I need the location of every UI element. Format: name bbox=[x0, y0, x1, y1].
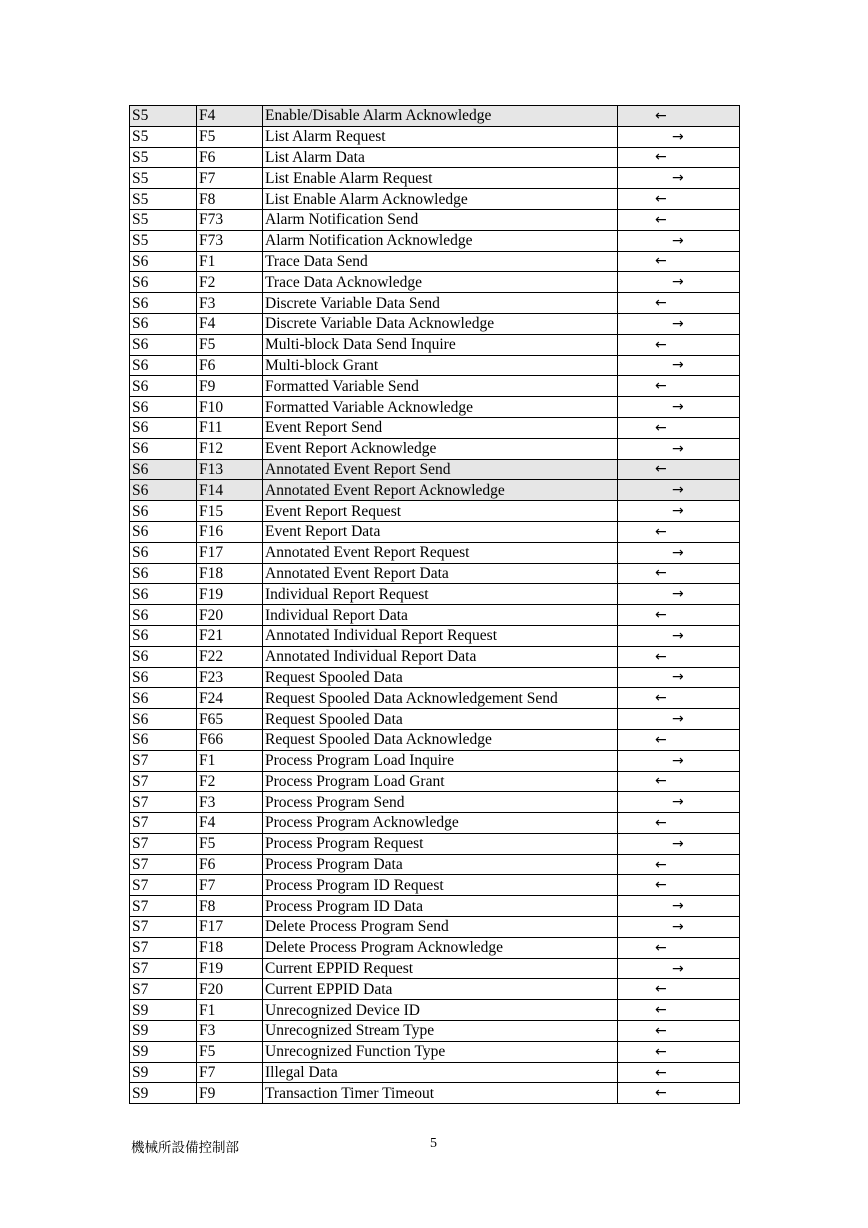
stream-cell: S6 bbox=[130, 438, 197, 459]
table-row bbox=[130, 1041, 740, 1062]
arrow-right-icon: → bbox=[672, 315, 684, 332]
arrow-left-icon: ← bbox=[655, 253, 667, 270]
table-row bbox=[130, 313, 740, 334]
stream-cell: S7 bbox=[130, 917, 197, 938]
function-cell: F21 bbox=[197, 625, 263, 646]
function-cell: F3 bbox=[197, 792, 263, 813]
function-cell: F1 bbox=[197, 251, 263, 272]
table-row bbox=[130, 168, 740, 189]
stream-cell: S6 bbox=[130, 313, 197, 334]
function-cell: F16 bbox=[197, 521, 263, 542]
direction-cell bbox=[618, 251, 740, 272]
message-name-cell: Request Spooled Data Acknowledge bbox=[263, 729, 618, 750]
message-name-cell: Trace Data Acknowledge bbox=[263, 272, 618, 293]
message-name-cell: Event Report Acknowledge bbox=[263, 438, 618, 459]
direction-cell bbox=[618, 1041, 740, 1062]
table-row bbox=[130, 792, 740, 813]
arrow-left-icon: ← bbox=[655, 191, 667, 208]
arrow-left-icon: ← bbox=[655, 1043, 667, 1060]
table-row bbox=[130, 646, 740, 667]
message-name-cell: Event Report Send bbox=[263, 417, 618, 438]
function-cell: F7 bbox=[197, 168, 263, 189]
table-body bbox=[130, 106, 740, 1104]
function-cell: F6 bbox=[197, 854, 263, 875]
stream-cell: S6 bbox=[130, 667, 197, 688]
direction-cell bbox=[618, 397, 740, 418]
message-name-cell: Current EPPID Request bbox=[263, 958, 618, 979]
stream-cell: S9 bbox=[130, 1041, 197, 1062]
stream-cell: S7 bbox=[130, 854, 197, 875]
function-cell: F65 bbox=[197, 709, 263, 730]
stream-cell: S6 bbox=[130, 376, 197, 397]
stream-cell: S9 bbox=[130, 1000, 197, 1021]
message-name-cell: Process Program Data bbox=[263, 854, 618, 875]
message-name-cell: Process Program Request bbox=[263, 833, 618, 854]
table-row bbox=[130, 937, 740, 958]
table-row bbox=[130, 563, 740, 584]
arrow-left-icon: ← bbox=[655, 1085, 667, 1102]
table-row bbox=[130, 584, 740, 605]
function-cell: F11 bbox=[197, 417, 263, 438]
message-name-cell: Annotated Event Report Acknowledge bbox=[263, 480, 618, 501]
table-row bbox=[130, 251, 740, 272]
arrow-right-icon: → bbox=[672, 232, 684, 249]
table-row bbox=[130, 542, 740, 563]
function-cell: F4 bbox=[197, 106, 263, 127]
direction-cell bbox=[618, 605, 740, 626]
direction-cell bbox=[618, 584, 740, 605]
arrow-left-icon: ← bbox=[655, 1064, 667, 1081]
function-cell: F13 bbox=[197, 459, 263, 480]
stream-cell: S7 bbox=[130, 896, 197, 917]
direction-cell bbox=[618, 459, 740, 480]
message-name-cell: Process Program Send bbox=[263, 792, 618, 813]
table-row bbox=[130, 813, 740, 834]
arrow-left-icon: ← bbox=[655, 523, 667, 540]
table-row bbox=[130, 709, 740, 730]
message-name-cell: Multi-block Grant bbox=[263, 355, 618, 376]
table-row bbox=[130, 771, 740, 792]
direction-cell bbox=[618, 750, 740, 771]
table-row bbox=[130, 417, 740, 438]
arrow-left-icon: ← bbox=[655, 981, 667, 998]
message-name-cell: Request Spooled Data bbox=[263, 667, 618, 688]
direction-cell bbox=[618, 771, 740, 792]
direction-cell bbox=[618, 729, 740, 750]
table-row bbox=[130, 106, 740, 127]
message-name-cell: Individual Report Request bbox=[263, 584, 618, 605]
table-row bbox=[130, 605, 740, 626]
arrow-left-icon: ← bbox=[655, 773, 667, 790]
table-row bbox=[130, 438, 740, 459]
message-name-cell: Multi-block Data Send Inquire bbox=[263, 334, 618, 355]
stream-cell: S6 bbox=[130, 521, 197, 542]
arrow-right-icon: → bbox=[672, 960, 684, 977]
direction-cell bbox=[618, 438, 740, 459]
table-row bbox=[130, 501, 740, 522]
stream-cell: S7 bbox=[130, 958, 197, 979]
arrow-right-icon: → bbox=[672, 128, 684, 145]
stream-cell: S5 bbox=[130, 230, 197, 251]
arrow-left-icon: ← bbox=[655, 419, 667, 436]
table-row bbox=[130, 293, 740, 314]
direction-cell bbox=[618, 709, 740, 730]
table-row bbox=[130, 209, 740, 230]
table-row bbox=[130, 376, 740, 397]
stream-cell: S6 bbox=[130, 355, 197, 376]
function-cell: F2 bbox=[197, 771, 263, 792]
message-name-cell: Delete Process Program Send bbox=[263, 917, 618, 938]
stream-cell: S7 bbox=[130, 771, 197, 792]
arrow-left-icon: ← bbox=[655, 149, 667, 166]
stream-cell: S7 bbox=[130, 750, 197, 771]
arrow-left-icon: ← bbox=[655, 1022, 667, 1039]
message-name-cell: Alarm Notification Acknowledge bbox=[263, 230, 618, 251]
message-name-cell: List Alarm Data bbox=[263, 147, 618, 168]
direction-cell bbox=[618, 417, 740, 438]
arrow-left-icon: ← bbox=[655, 1002, 667, 1019]
arrow-left-icon: ← bbox=[655, 378, 667, 395]
stream-cell: S6 bbox=[130, 542, 197, 563]
direction-cell bbox=[618, 334, 740, 355]
arrow-right-icon: → bbox=[672, 918, 684, 935]
table-row bbox=[130, 625, 740, 646]
arrow-right-icon: → bbox=[672, 399, 684, 416]
table-row bbox=[130, 833, 740, 854]
table-row bbox=[130, 1021, 740, 1042]
message-name-cell: Individual Report Data bbox=[263, 605, 618, 626]
table-row bbox=[130, 1083, 740, 1104]
stream-cell: S6 bbox=[130, 272, 197, 293]
stream-cell: S6 bbox=[130, 729, 197, 750]
message-name-cell: Annotated Event Report Send bbox=[263, 459, 618, 480]
message-name-cell: Alarm Notification Send bbox=[263, 209, 618, 230]
message-name-cell: Event Report Request bbox=[263, 501, 618, 522]
arrow-right-icon: → bbox=[672, 835, 684, 852]
arrow-left-icon: ← bbox=[655, 690, 667, 707]
message-name-cell: Annotated Individual Report Data bbox=[263, 646, 618, 667]
stream-cell: S9 bbox=[130, 1062, 197, 1083]
stream-cell: S5 bbox=[130, 126, 197, 147]
stream-cell: S6 bbox=[130, 563, 197, 584]
message-name-cell: Trace Data Send bbox=[263, 251, 618, 272]
table-row bbox=[130, 230, 740, 251]
table-row bbox=[130, 854, 740, 875]
function-cell: F15 bbox=[197, 501, 263, 522]
function-cell: F12 bbox=[197, 438, 263, 459]
direction-cell bbox=[618, 813, 740, 834]
message-name-cell: Process Program ID Data bbox=[263, 896, 618, 917]
direction-cell bbox=[618, 937, 740, 958]
table-row bbox=[130, 688, 740, 709]
arrow-left-icon: ← bbox=[655, 939, 667, 956]
direction-cell bbox=[618, 625, 740, 646]
function-cell: F5 bbox=[197, 334, 263, 355]
function-cell: F19 bbox=[197, 584, 263, 605]
message-name-cell: Illegal Data bbox=[263, 1062, 618, 1083]
direction-cell bbox=[618, 854, 740, 875]
table-row bbox=[130, 189, 740, 210]
table-row bbox=[130, 875, 740, 896]
function-cell: F3 bbox=[197, 1021, 263, 1042]
direction-cell bbox=[618, 875, 740, 896]
function-cell: F8 bbox=[197, 896, 263, 917]
direction-cell bbox=[618, 313, 740, 334]
function-cell: F10 bbox=[197, 397, 263, 418]
arrow-right-icon: → bbox=[672, 794, 684, 811]
function-cell: F7 bbox=[197, 875, 263, 896]
footer-department: 機械所設備控制部 bbox=[131, 1140, 239, 1156]
direction-cell bbox=[618, 792, 740, 813]
message-name-cell: Process Program Load Grant bbox=[263, 771, 618, 792]
page-number: 5 bbox=[430, 1136, 437, 1151]
table-row bbox=[130, 334, 740, 355]
direction-cell bbox=[618, 896, 740, 917]
direction-cell bbox=[618, 958, 740, 979]
arrow-right-icon: → bbox=[672, 544, 684, 561]
message-name-cell: Discrete Variable Data Send bbox=[263, 293, 618, 314]
stream-cell: S6 bbox=[130, 334, 197, 355]
function-cell: F22 bbox=[197, 646, 263, 667]
arrow-left-icon: ← bbox=[655, 107, 667, 124]
function-cell: F7 bbox=[197, 1062, 263, 1083]
message-name-cell: Annotated Event Report Data bbox=[263, 563, 618, 584]
stream-cell: S9 bbox=[130, 1021, 197, 1042]
arrow-right-icon: → bbox=[672, 503, 684, 520]
table-row bbox=[130, 521, 740, 542]
message-name-cell: Enable/Disable Alarm Acknowledge bbox=[263, 106, 618, 127]
direction-cell bbox=[618, 126, 740, 147]
function-cell: F3 bbox=[197, 293, 263, 314]
stream-cell: S9 bbox=[130, 1083, 197, 1104]
table-row bbox=[130, 667, 740, 688]
stream-cell: S5 bbox=[130, 209, 197, 230]
arrow-left-icon: ← bbox=[655, 648, 667, 665]
message-name-cell: Process Program Acknowledge bbox=[263, 813, 618, 834]
arrow-left-icon: ← bbox=[655, 856, 667, 873]
function-cell: F17 bbox=[197, 542, 263, 563]
direction-cell bbox=[618, 168, 740, 189]
message-name-cell: Process Program Load Inquire bbox=[263, 750, 618, 771]
direction-cell bbox=[618, 106, 740, 127]
direction-cell bbox=[618, 917, 740, 938]
stream-cell: S6 bbox=[130, 584, 197, 605]
function-cell: F73 bbox=[197, 230, 263, 251]
function-cell: F23 bbox=[197, 667, 263, 688]
table-row bbox=[130, 729, 740, 750]
message-name-cell: Current EPPID Data bbox=[263, 979, 618, 1000]
stream-cell: S5 bbox=[130, 106, 197, 127]
table-row bbox=[130, 1062, 740, 1083]
table-row bbox=[130, 958, 740, 979]
direction-cell bbox=[618, 501, 740, 522]
message-name-cell: Annotated Event Report Request bbox=[263, 542, 618, 563]
direction-cell bbox=[618, 272, 740, 293]
message-name-cell: Unrecognized Device ID bbox=[263, 1000, 618, 1021]
stream-cell: S6 bbox=[130, 251, 197, 272]
arrow-left-icon: ← bbox=[655, 877, 667, 894]
function-cell: F4 bbox=[197, 813, 263, 834]
function-cell: F20 bbox=[197, 979, 263, 1000]
function-cell: F24 bbox=[197, 688, 263, 709]
table-row bbox=[130, 459, 740, 480]
message-name-cell: Request Spooled Data bbox=[263, 709, 618, 730]
function-cell: F2 bbox=[197, 272, 263, 293]
stream-cell: S7 bbox=[130, 937, 197, 958]
direction-cell bbox=[618, 646, 740, 667]
table-row bbox=[130, 750, 740, 771]
function-cell: F4 bbox=[197, 313, 263, 334]
message-name-cell: List Enable Alarm Acknowledge bbox=[263, 189, 618, 210]
stream-cell: S6 bbox=[130, 688, 197, 709]
arrow-left-icon: ← bbox=[655, 211, 667, 228]
stream-cell: S7 bbox=[130, 813, 197, 834]
stream-cell: S6 bbox=[130, 709, 197, 730]
table-row bbox=[130, 397, 740, 418]
direction-cell bbox=[618, 688, 740, 709]
message-name-cell: Unrecognized Function Type bbox=[263, 1041, 618, 1062]
function-cell: F1 bbox=[197, 1000, 263, 1021]
direction-cell bbox=[618, 480, 740, 501]
arrow-right-icon: → bbox=[672, 752, 684, 769]
function-cell: F5 bbox=[197, 126, 263, 147]
arrow-right-icon: → bbox=[672, 440, 684, 457]
function-cell: F6 bbox=[197, 147, 263, 168]
arrow-left-icon: ← bbox=[655, 731, 667, 748]
function-cell: F18 bbox=[197, 937, 263, 958]
arrow-left-icon: ← bbox=[655, 607, 667, 624]
table-row bbox=[130, 147, 740, 168]
arrow-right-icon: → bbox=[672, 586, 684, 603]
message-name-cell: Transaction Timer Timeout bbox=[263, 1083, 618, 1104]
stream-cell: S5 bbox=[130, 147, 197, 168]
stream-cell: S7 bbox=[130, 875, 197, 896]
message-name-cell: Formatted Variable Acknowledge bbox=[263, 397, 618, 418]
direction-cell bbox=[618, 209, 740, 230]
function-cell: F6 bbox=[197, 355, 263, 376]
arrow-right-icon: → bbox=[672, 898, 684, 915]
direction-cell bbox=[618, 1000, 740, 1021]
table-row bbox=[130, 272, 740, 293]
arrow-left-icon: ← bbox=[655, 814, 667, 831]
function-cell: F73 bbox=[197, 209, 263, 230]
stream-cell: S6 bbox=[130, 605, 197, 626]
table-row bbox=[130, 480, 740, 501]
function-cell: F17 bbox=[197, 917, 263, 938]
stream-cell: S7 bbox=[130, 979, 197, 1000]
direction-cell bbox=[618, 563, 740, 584]
arrow-right-icon: → bbox=[672, 357, 684, 374]
stream-cell: S6 bbox=[130, 397, 197, 418]
stream-cell: S6 bbox=[130, 480, 197, 501]
message-name-cell: Formatted Variable Send bbox=[263, 376, 618, 397]
message-name-cell: Event Report Data bbox=[263, 521, 618, 542]
table-row bbox=[130, 1000, 740, 1021]
arrow-right-icon: → bbox=[672, 482, 684, 499]
direction-cell bbox=[618, 667, 740, 688]
table-row bbox=[130, 917, 740, 938]
stream-cell: S5 bbox=[130, 189, 197, 210]
arrow-right-icon: → bbox=[672, 627, 684, 644]
direction-cell bbox=[618, 355, 740, 376]
function-cell: F14 bbox=[197, 480, 263, 501]
arrow-right-icon: → bbox=[672, 669, 684, 686]
direction-cell bbox=[618, 1083, 740, 1104]
stream-cell: S6 bbox=[130, 625, 197, 646]
function-cell: F19 bbox=[197, 958, 263, 979]
function-cell: F5 bbox=[197, 1041, 263, 1062]
arrow-left-icon: ← bbox=[655, 461, 667, 478]
direction-cell bbox=[618, 293, 740, 314]
function-cell: F66 bbox=[197, 729, 263, 750]
arrow-right-icon: → bbox=[672, 274, 684, 291]
function-cell: F9 bbox=[197, 1083, 263, 1104]
function-cell: F9 bbox=[197, 376, 263, 397]
direction-cell bbox=[618, 521, 740, 542]
message-name-cell: Discrete Variable Data Acknowledge bbox=[263, 313, 618, 334]
function-cell: F18 bbox=[197, 563, 263, 584]
secs-message-table bbox=[129, 105, 740, 1104]
direction-cell bbox=[618, 147, 740, 168]
message-name-cell: Delete Process Program Acknowledge bbox=[263, 937, 618, 958]
table-row bbox=[130, 896, 740, 917]
message-name-cell: Request Spooled Data Acknowledgement Send bbox=[263, 688, 618, 709]
stream-cell: S6 bbox=[130, 293, 197, 314]
direction-cell bbox=[618, 1062, 740, 1083]
arrow-left-icon: ← bbox=[655, 336, 667, 353]
direction-cell bbox=[618, 1021, 740, 1042]
stream-cell: S6 bbox=[130, 646, 197, 667]
function-cell: F5 bbox=[197, 833, 263, 854]
direction-cell bbox=[618, 979, 740, 1000]
message-name-cell: List Enable Alarm Request bbox=[263, 168, 618, 189]
message-name-cell: Unrecognized Stream Type bbox=[263, 1021, 618, 1042]
direction-cell bbox=[618, 542, 740, 563]
arrow-left-icon: ← bbox=[655, 565, 667, 582]
function-cell: F20 bbox=[197, 605, 263, 626]
direction-cell bbox=[618, 376, 740, 397]
stream-cell: S6 bbox=[130, 417, 197, 438]
arrow-right-icon: → bbox=[672, 711, 684, 727]
table-row bbox=[130, 355, 740, 376]
stream-cell: S7 bbox=[130, 833, 197, 854]
direction-cell bbox=[618, 189, 740, 210]
message-name-cell: Process Program ID Request bbox=[263, 875, 618, 896]
function-cell: F8 bbox=[197, 189, 263, 210]
stream-cell: S5 bbox=[130, 168, 197, 189]
message-name-cell: List Alarm Request bbox=[263, 126, 618, 147]
table-row bbox=[130, 979, 740, 1000]
direction-cell bbox=[618, 230, 740, 251]
stream-cell: S6 bbox=[130, 501, 197, 522]
stream-cell: S7 bbox=[130, 792, 197, 813]
stream-cell: S6 bbox=[130, 459, 197, 480]
arrow-left-icon: ← bbox=[655, 295, 667, 312]
function-cell: F1 bbox=[197, 750, 263, 771]
table-row bbox=[130, 126, 740, 147]
message-name-cell: Annotated Individual Report Request bbox=[263, 625, 618, 646]
direction-cell bbox=[618, 833, 740, 854]
arrow-right-icon: → bbox=[672, 170, 684, 187]
